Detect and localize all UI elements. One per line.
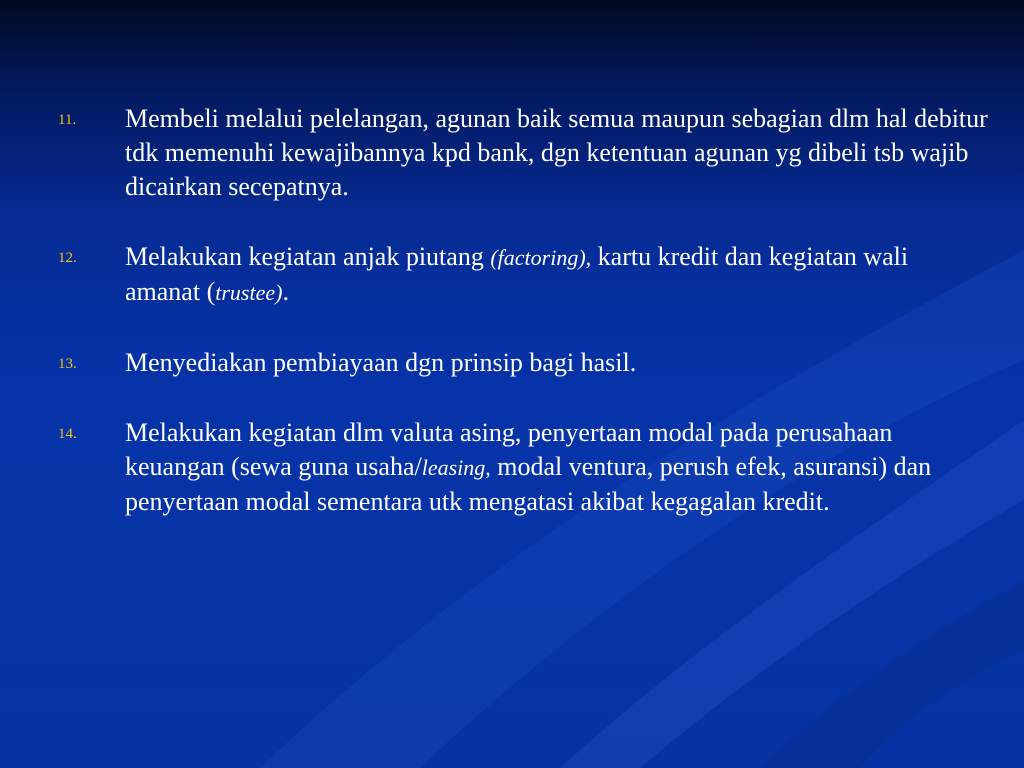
- italic-term: leasing,: [421, 455, 491, 480]
- item-number: 11.: [58, 112, 77, 128]
- list-item: [58, 346, 988, 380]
- item-text: Melakukan kegiatan dlm valuta asing, penyertaan modal pada perusahaan keuangan (sewa guna usaha/leasing, modal ventura, perush efek, asuransi) dan penyertaan modal sementara utk mengatasi akibat kegagalan kredit.: [125, 418, 932, 516]
- item-text: Menyediakan pembiayaan dgn prinsip bagi hasil.: [125, 348, 637, 377]
- italic-term: trustee): [215, 280, 283, 305]
- list-item: [58, 416, 988, 519]
- item-number: 12.: [58, 250, 77, 266]
- item-text: Melakukan kegiatan anjak piutang (factoring), kartu kredit dan kegiatan wali amanat (trustee).: [125, 242, 909, 306]
- list-item: [58, 102, 988, 204]
- list-item: [58, 240, 988, 310]
- italic-term: (factoring),: [490, 245, 592, 270]
- item-number: 14.: [58, 426, 77, 442]
- item-text: Membeli melalui pelelangan, agunan baik semua maupun sebagian dlm hal debitur tdk memenuhi kewajibannya kpd bank, dgn ketentuan agunan yg dibeli tsb wajib dicairkan secepatnya.: [125, 104, 988, 201]
- item-number: 13.: [58, 356, 77, 372]
- numbered-list: [58, 102, 988, 555]
